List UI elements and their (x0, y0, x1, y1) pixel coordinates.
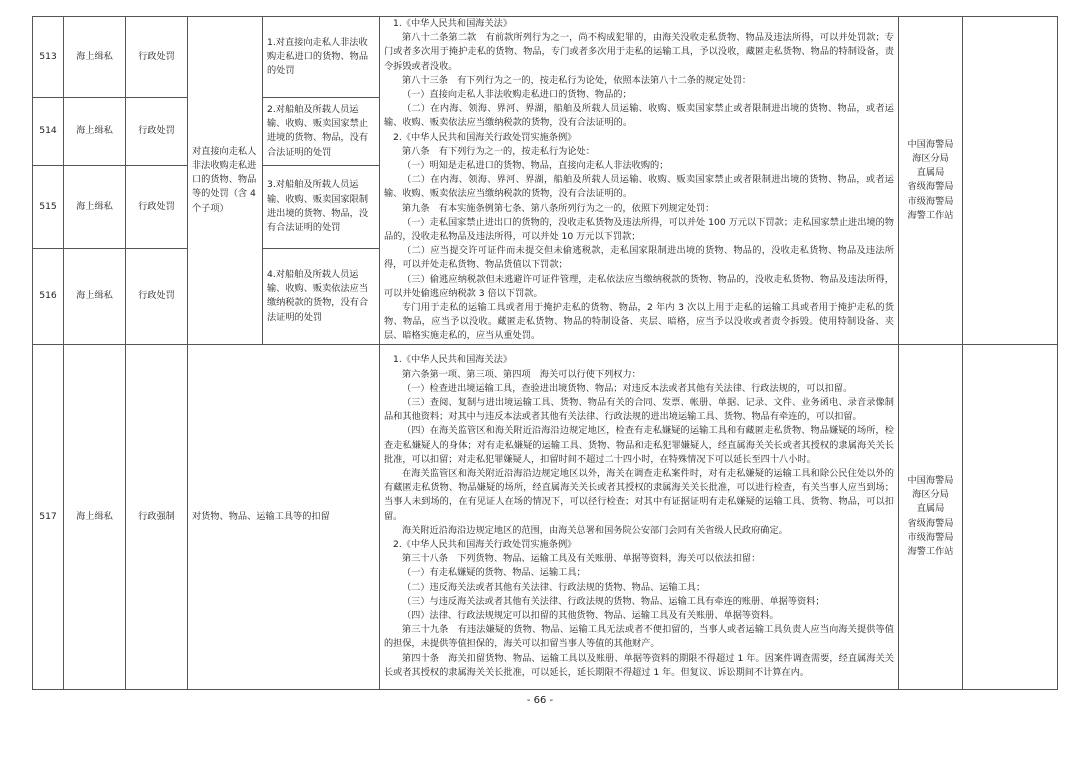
basis-paragraph: （一）检查进出境运输工具，查验进出境货物、物品；对违反本法或者其他有关法律、行政法规的，可以扣留。 (402, 382, 853, 394)
basis-paragraph: （四）法律、行政法规规定可以扣留的其他货物、物品、运输工具及有关账册、单据等资料。 (402, 609, 779, 621)
basis-paragraph: （三）偷逃应纳税款但未逃避许可证件管理，走私依法应当缴纳税款的货物、物品的，没收走私货物、物品及违法所得，可以并处偷逃应纳税款 3 倍以下罚款。 (384, 273, 894, 299)
agency-name: 省级海警局 (907, 181, 954, 193)
basis-paragraph: 第三十八条 下列货物、物品、运输工具及有关账册、单据等资料，海关可以依法扣留： (402, 553, 761, 565)
basis-paragraph: （一）明知是走私进口的货物、物品，直接向走私人非法收购的； (402, 160, 669, 172)
basis-paragraph: （二）违反海关法或者其他有关法律、行政法规的货物、物品、运输工具； (402, 581, 706, 593)
category-cell: 海上缉私 (64, 249, 126, 345)
basis-paragraph: 2.《中华人民共和国海关行政处罚实施条例》 (393, 538, 577, 550)
agency-cell (899, 17, 963, 345)
agency-name: 中国海警局 (907, 475, 954, 487)
basis-paragraph: 2.《中华人民共和国海关行政处罚实施条例》 (393, 131, 577, 143)
agency-name: 海警工作站 (907, 209, 954, 221)
agency-name: 海区分局 (912, 152, 949, 164)
basis-paragraph: （二）应当提交许可证件而未提交但未偷逃税款，走私国家限制进出境的货物、物品的，没收走私货物、物品及违法所得，可以并处走私货物、物品货值以下罚款； (384, 245, 894, 271)
table-row (33, 344, 1058, 689)
row-number: 516 (33, 249, 64, 345)
agency-name: 直属局 (916, 167, 945, 179)
basis-paragraph: 海关附近沿海沿边规定地区的范围，由海关总署和国务院公安部门会同有关省级人民政府确定。 (402, 524, 788, 536)
subitem-cell: 1.对直接向走私人非法收购走私进口的货物、物品的处罚 (263, 17, 380, 98)
basis-paragraph: （三）查阅、复制与进出境运输工具、货物、物品有关的合同、发票、帐册、单据、记录、文件、业务函电、录音录像制品和其他资料；对其中与违反本法或者其他有关法律、行政法规的进出境运输工具、货物、物品有牵连的，可以扣留。 (384, 396, 894, 423)
legal-basis-text (384, 17, 894, 344)
agency-name: 市级海警局 (907, 531, 954, 543)
table-row (33, 17, 1058, 98)
type-cell: 行政强制 (126, 344, 188, 689)
basis-paragraph: （一）直接向走私人非法收购走私进口的货物、物品的； (402, 89, 632, 101)
row-number: 517 (33, 344, 64, 689)
type-cell: 行政处罚 (126, 98, 188, 165)
agency-name: 省级海警局 (907, 517, 954, 529)
agency-name: 海警工作站 (907, 546, 954, 558)
agency-list (903, 474, 958, 559)
authority-table (32, 16, 1058, 690)
item-name-cell: 对货物、物品、运输工具等的扣留 (188, 344, 380, 689)
remarks-cell (963, 17, 1058, 345)
row-number: 514 (33, 98, 64, 165)
agency-name: 市级海警局 (907, 195, 954, 207)
row-number: 513 (33, 17, 64, 98)
remarks-cell (963, 344, 1058, 689)
basis-paragraph: （二）在内海、领海、界河、界湖，船舶及所载人员运输、收购、贩卖国家禁止或者限制进出境的货物、物品，或者运输、收购、贩卖依法应当缴纳税款的货物，没有合法证明的。 (384, 103, 894, 129)
category-cell: 海上缉私 (64, 98, 126, 165)
type-cell: 行政处罚 (126, 17, 188, 98)
legal-basis-cell (380, 344, 899, 689)
basis-paragraph: （一）走私国家禁止进出口的货物的，没收走私货物及违法所得，可以并处 100 万元以下罚款；走私国家禁止进出境的物品的，没收走私物品及违法所得，可以并处 10 万元以下罚款； (384, 216, 894, 243)
agency-name: 中国海警局 (907, 138, 954, 150)
basis-paragraph: 第四十条 海关扣留货物、物品、运输工具以及账册、单据等资料的期限不得超过 1 年。因案件调查需要，经直属海关关长或者其授权的隶属海关关长批准，可以延长，延长期限不得超过 1 年。但复议、诉讼期间不计算在内。 (384, 652, 894, 678)
basis-paragraph: 第三十九条 有违法嫌疑的货物、物品、运输工具无法或者不便扣留的，当事人或者运输工具负责人应当向海关提供等值的担保，未提供等值担保的，海关可以扣留当事人等值的其他财产。 (384, 624, 894, 650)
basis-paragraph: 第六条第一项、第三项、第四项 海关可以行使下列权力： (402, 368, 641, 380)
subitem-cell: 4.对船舶及所载人员运输、收购、贩卖依法应当缴纳税款的货物，没有合法证明的处罚 (263, 249, 380, 345)
basis-paragraph: 在海关监管区和海关附近沿海沿边规定地区以外，海关在调查走私案件时，对有走私嫌疑的运输工具和除公民住处以外的有藏匿走私货物、物品嫌疑的场所，经直属海关关长或者其授权的隶属海关关长批准，可以进行检查，有关当事人应当到场；当事人未到场的，在有见证人在场的情况下，可以径行检查；对其中有证据证明有走私嫌疑的运输工具、货物、物品，可以扣留。 (384, 467, 894, 522)
basis-paragraph: 第九条 有本实施条例第七条、第八条所列行为之一的，依照下列规定处罚： (402, 202, 715, 214)
basis-paragraph: （四）在海关监管区和海关附近沿海沿边规定地区，检查有走私嫌疑的运输工具和有藏匿走私货物、物品嫌疑的场所，检查走私嫌疑人的身体；对有走私嫌疑的运输工具、货物、物品和走私犯罪嫌疑人，经直属海关关长或者其授权的隶属海关关长批准，可以扣留；对走私犯罪嫌疑人，扣留时间不超过二十四小时，在特殊情况下可以延长至四十八小时。 (384, 425, 894, 465)
category-cell: 海上缉私 (64, 165, 126, 248)
agency-cell (899, 344, 963, 689)
basis-paragraph: （一）有走私嫌疑的货物、物品、运输工具； (402, 567, 586, 579)
basis-paragraph: 1.《中华人民共和国海关法》 (393, 354, 513, 366)
agency-name: 直属局 (916, 503, 945, 515)
basis-paragraph: 1.《中华人民共和国海关法》 (393, 18, 513, 29)
basis-paragraph: （二）在内海、领海、界河、界湖，船舶及所载人员运输、收购、贩卖国家禁止或者限制进出境的货物、物品，或者运输、收购、贩卖依法应当缴纳税款的货物，没有合法证明的。 (384, 174, 894, 200)
legal-basis-cell (380, 17, 899, 345)
page-number: - 66 - (526, 695, 554, 706)
subitem-cell: 2.对船舶及所载人员运输、收购、贩卖国家禁止进境的货物、物品，没有合法证明的处罚 (263, 98, 380, 165)
basis-paragraph: 专门用于走私的运输工具或者用于掩护走私的货物、物品，2 年内 3 次以上用于走私的运输工具或者用于掩护走私的货物、物品，应当予以没收。藏匿走私货物、物品的特制设备、夹层、暗格，应当予以没收或者责令拆毁。使用特制设备、夹层、暗格实施走私的，应当从重处罚。 (384, 302, 894, 342)
agency-list (903, 138, 958, 223)
basis-paragraph: 第八十二条第二款 有前款所列行为之一，尚不构成犯罪的，由海关没收走私货物、物品及违法所得，可以并处罚款；专门或者多次用于掩护走私的货物、物品，专门或者多次用于走私的运输工具，予以没收，藏匿走私货物、物品的特制设备，责令拆毁或者没收。 (384, 32, 894, 72)
subitem-cell: 3.对船舶及所载人员运输、收购、贩卖国家限制进出境的货物、物品，没有合法证明的处罚 (263, 165, 380, 248)
basis-paragraph: 第八条 有下列行为之一的，按走私行为论处： (402, 145, 595, 157)
legal-basis-text (384, 353, 894, 680)
agency-name: 海区分局 (912, 489, 949, 501)
item-name-cell: 对直接向走私人非法收购走私进口的货物、物品等的处罚（含 4 个子项） (188, 17, 263, 345)
basis-paragraph: （三）与违反海关法或者其他有关法律、行政法规的货物、物品、运输工具有牵连的账册、单据等资料； (402, 595, 825, 607)
category-cell: 海上缉私 (64, 17, 126, 98)
basis-paragraph: 第八十三条 有下列行为之一的，按走私行为论处，依照本法第八十二条的规定处罚： (402, 74, 752, 86)
row-number: 515 (33, 165, 64, 248)
category-cell: 海上缉私 (64, 344, 126, 689)
type-cell: 行政处罚 (126, 165, 188, 248)
type-cell: 行政处罚 (126, 249, 188, 345)
